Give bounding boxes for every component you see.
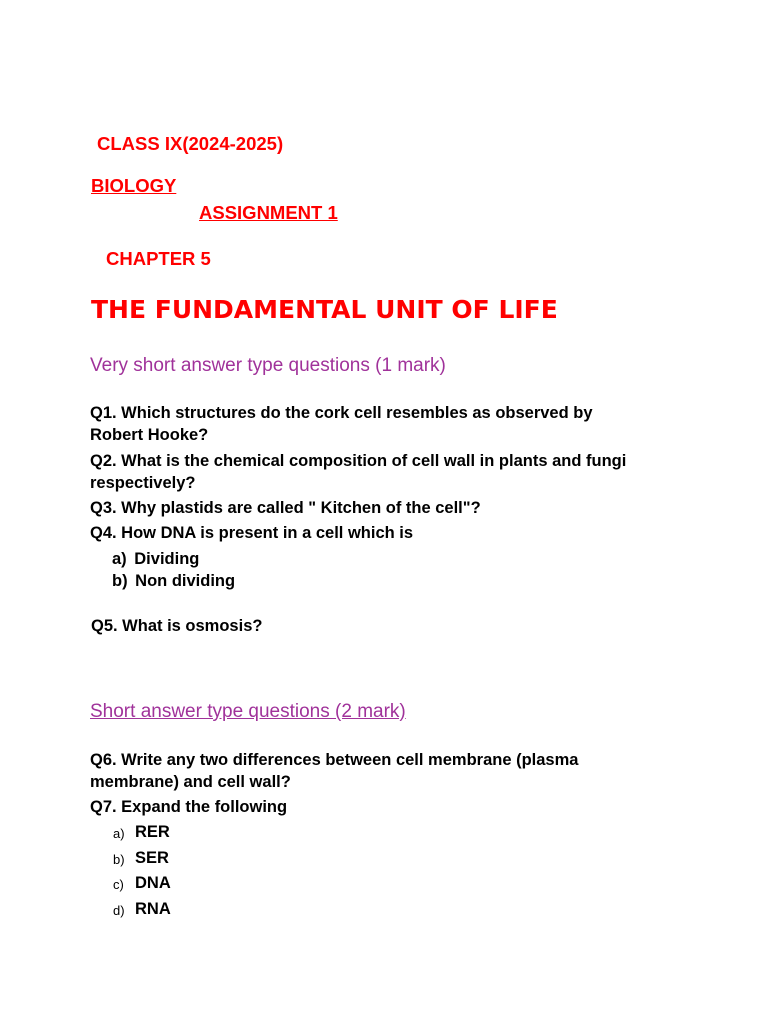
question-6: Q6. Write any two differences between cell membrane (plasma membrane) and cell wall? <box>90 751 579 791</box>
q7-option-d: RNA <box>135 900 171 918</box>
chapter-heading: CHAPTER 5 <box>106 248 211 269</box>
question-5: Q5. What is osmosis? <box>91 617 263 635</box>
class-year: IX(2024-2025) <box>164 133 284 154</box>
section-heading-short: Short answer type questions (2 mark) <box>90 701 406 722</box>
q7-marker-b: b) <box>113 852 125 867</box>
class-line <box>97 133 283 155</box>
q7-option-b: SER <box>135 849 169 867</box>
list-item: Dividing <box>134 550 200 568</box>
q7-marker-d: d) <box>113 903 125 918</box>
subject-heading: BIOLOGY <box>91 175 177 196</box>
question-4: Q4. How DNA is present in a cell which is <box>90 524 414 542</box>
list-marker: a) <box>112 550 127 568</box>
q4-option-b <box>112 570 235 592</box>
q7-option-a: RER <box>135 823 170 841</box>
class-label: CLASS <box>97 133 165 154</box>
question-3: Q3. Why plastids are called " Kitchen of the cell"? <box>90 499 481 517</box>
question-7: Q7. Expand the following <box>90 798 288 816</box>
assignment-heading: ASSIGNMENT 1 <box>199 202 338 223</box>
q4-option-a <box>112 548 199 570</box>
page-title: THE FUNDAMENTAL UNIT OF LIFE <box>91 295 558 324</box>
question-1: Q1. Which structures do the cork cell resembles as observed by Robert Hooke? <box>90 404 593 444</box>
q7-marker-c: c) <box>113 877 124 892</box>
list-marker: b) <box>112 572 128 590</box>
q7-marker-a: a) <box>113 826 125 841</box>
list-item: Non dividing <box>135 572 236 590</box>
section-heading-very-short: Very short answer type questions (1 mark) <box>90 355 446 376</box>
question-2: Q2. What is the chemical composition of cell wall in plants and fungi respectively? <box>90 452 627 492</box>
q7-option-c: DNA <box>135 874 171 892</box>
